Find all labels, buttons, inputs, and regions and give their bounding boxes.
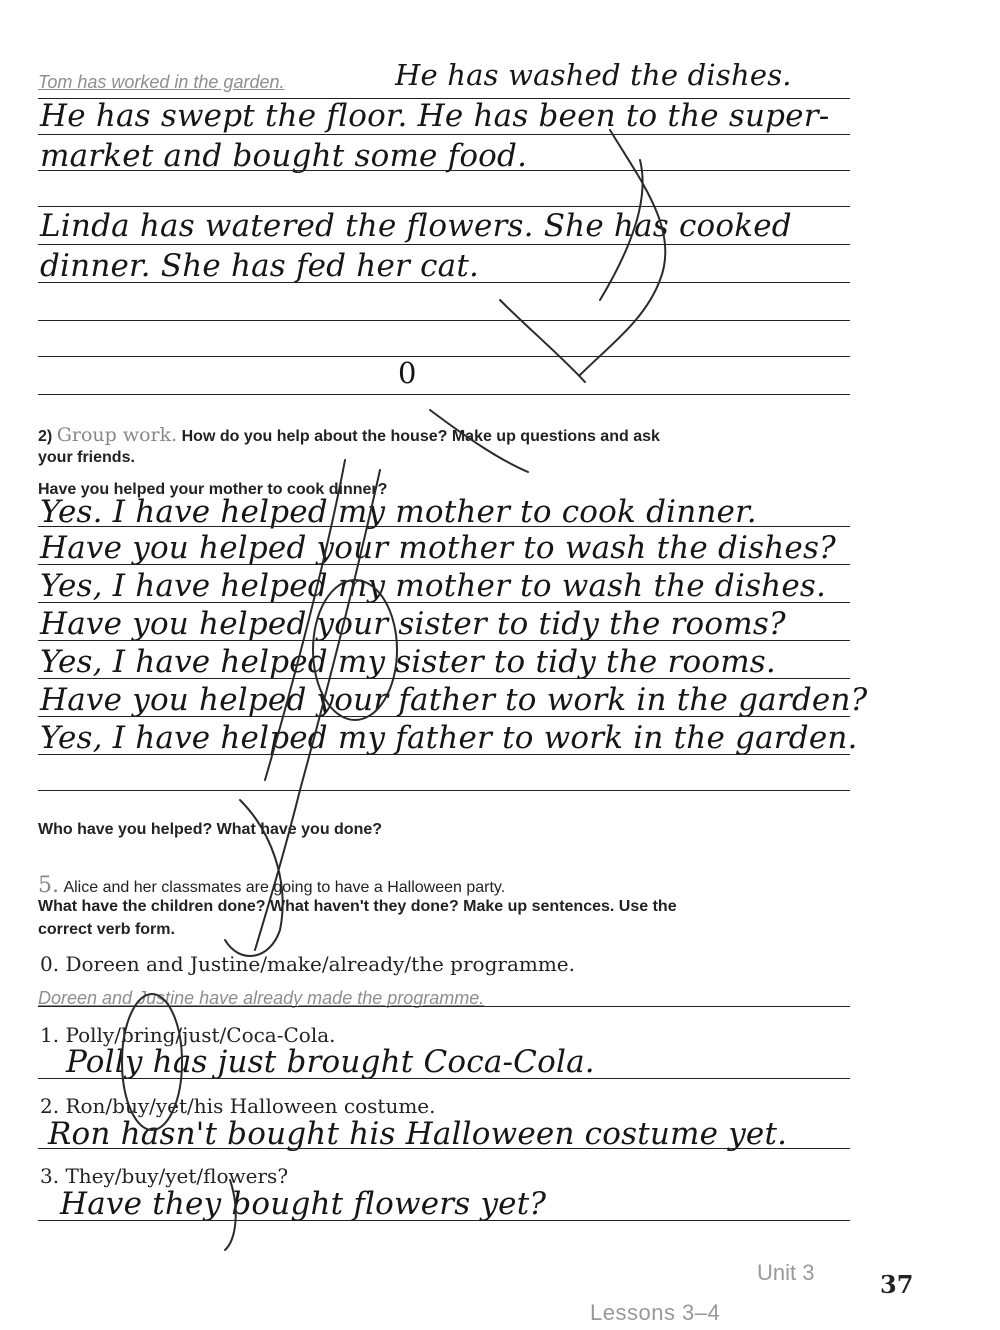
handwritten-line: market and bought some food.	[40, 138, 528, 174]
handwritten-zero-mark: 0	[398, 356, 417, 390]
writing-rule	[38, 244, 850, 245]
writing-rule	[38, 1078, 850, 1079]
exercise-prompt: 3. They/buy/yet/flowers?	[40, 1164, 289, 1188]
section-2-followup: Who have you helped? What have you done?	[38, 821, 383, 838]
handwritten-answer: Have you helped your father to work in the garden?	[40, 682, 868, 718]
writing-rule	[38, 206, 850, 207]
footer-unit: Unit 3	[757, 1260, 815, 1285]
page-number: 37	[880, 1270, 914, 1299]
handwritten-answer: Have you helped your sister to tidy the rooms?	[40, 606, 786, 642]
writing-rule	[38, 640, 850, 641]
handwritten-line: Linda has watered the flowers. She has cooked	[40, 208, 792, 244]
handwritten-answer: Yes, I have helped my sister to tidy the rooms.	[40, 644, 776, 680]
section-2-instruction-text: How do you help about the house? Make up questions and ask	[181, 428, 660, 445]
writing-rule	[38, 716, 850, 717]
handwritten-answer: Have you helped your mother to wash the dishes?	[40, 530, 836, 566]
writing-rule	[38, 394, 850, 395]
writing-rule	[38, 1006, 850, 1007]
exercise-prompt: 1. Polly/bring/just/Coca-Cola.	[40, 1023, 336, 1047]
section-2-instruction-cont: your friends.	[38, 449, 135, 466]
section-2-number: 2)	[38, 428, 53, 445]
writing-rule	[38, 678, 850, 679]
section-2-instruction	[38, 424, 660, 446]
handwritten-answer: Polly has just brought Coca-Cola.	[66, 1044, 595, 1080]
section-2-title: Group work.	[56, 424, 178, 446]
writing-rule	[38, 790, 850, 791]
footer-lessons: Lessons 3–4	[590, 1300, 721, 1325]
section-5-intro-text: Alice and her classmates are going to have a Halloween party.	[63, 879, 506, 896]
writing-rule	[38, 526, 850, 527]
writing-rule	[38, 134, 850, 135]
check-mark-stroke	[580, 130, 665, 375]
handwritten-answer: Yes, I have helped my mother to wash the dishes.	[40, 568, 827, 604]
check-mark-stroke	[500, 300, 585, 382]
section-2-question: Have you helped your mother to cook dinner?	[38, 481, 388, 498]
section-5-number: 5.	[38, 873, 59, 898]
handwritten-answer: Yes, I have helped my father to work in the garden.	[40, 720, 858, 756]
section-5-intro	[38, 873, 505, 898]
handwritten-answer: Yes. I have helped my mother to cook dinner.	[40, 494, 757, 530]
handwritten-answer: Have they bought flowers yet?	[60, 1186, 547, 1222]
writing-rule	[38, 282, 850, 283]
writing-rule	[38, 356, 850, 357]
sample-answer: Doreen and Justine have already made the programme.	[38, 988, 485, 1008]
writing-rule	[38, 320, 850, 321]
handwritten-answer: Ron hasn't bought his Halloween costume yet.	[48, 1116, 788, 1152]
exercise-prompt: 2. Ron/buy/yet/his Halloween costume.	[40, 1094, 436, 1118]
sample-answer-tom: Tom has worked in the garden.	[38, 72, 285, 92]
writing-rule	[38, 602, 850, 603]
writing-rule	[38, 1148, 850, 1149]
handwritten-line: dinner. She has fed her cat.	[40, 248, 480, 284]
handwritten-line: He has washed the dishes.	[395, 58, 792, 92]
section-5-instruction-cont: correct verb form.	[38, 921, 175, 938]
writing-rule	[38, 1220, 850, 1221]
section-5-instruction: What have the children done? What haven't they done? Make up sentences. Use the	[38, 898, 677, 915]
writing-rule	[38, 564, 850, 565]
writing-rule	[38, 754, 850, 755]
writing-rule	[38, 170, 850, 171]
exercise-prompt: 0. Doreen and Justine/make/already/the programme.	[40, 952, 575, 976]
handwritten-line: He has swept the floor. He has been to the super-	[40, 98, 830, 134]
